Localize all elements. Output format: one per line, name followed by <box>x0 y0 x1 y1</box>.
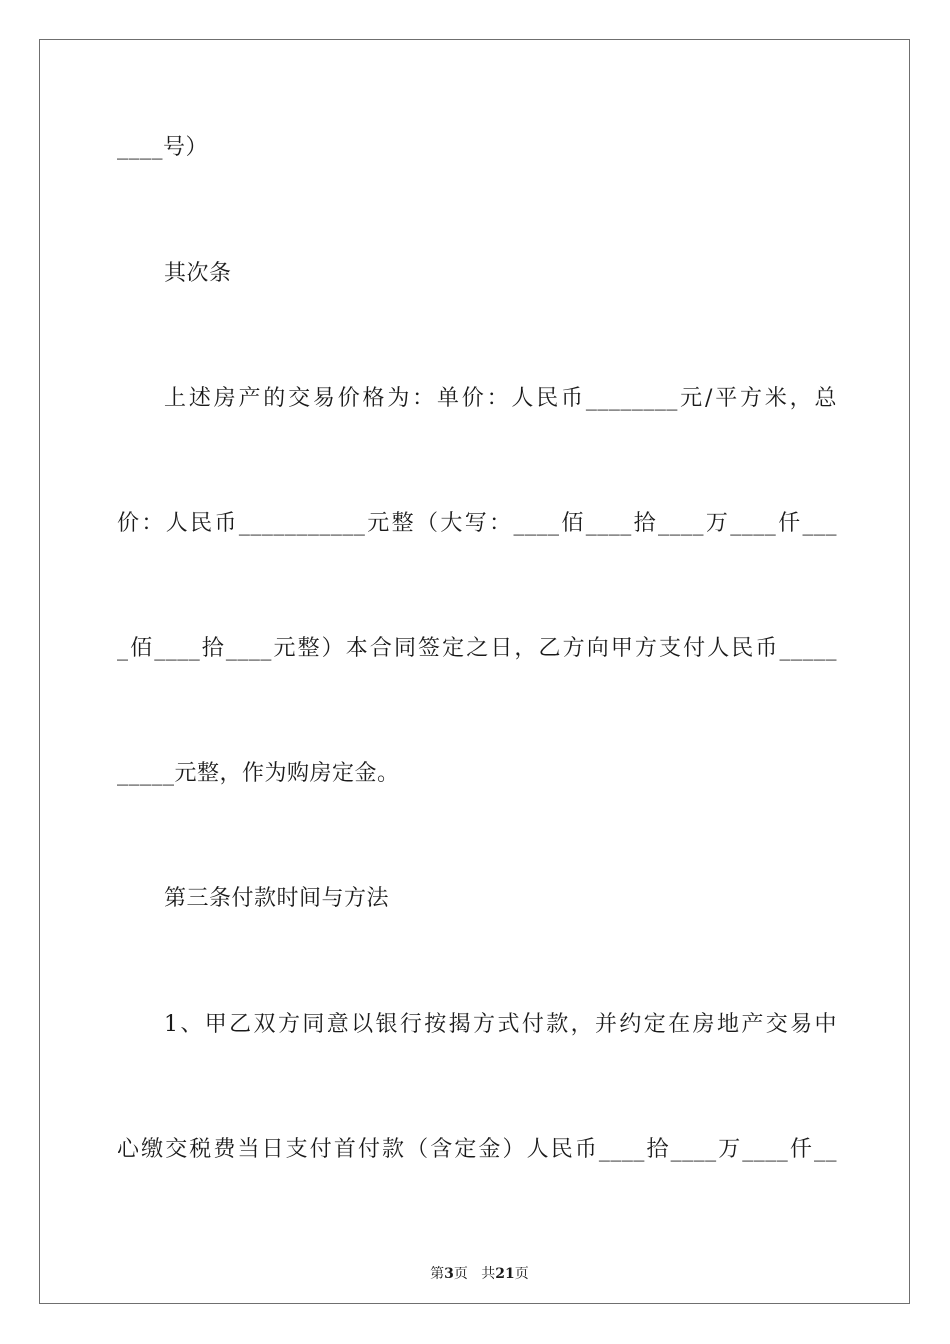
page-number: 3 <box>444 1266 454 1282</box>
page-suffix: 页 <box>453 1266 468 1282</box>
total-prefix: 共 <box>481 1266 496 1282</box>
text-line-payment-1: 1、甲乙双方同意以银行按揭方式付款，并约定在房地产交易中 <box>164 1012 837 1037</box>
total-suffix: 页 <box>514 1266 529 1282</box>
total-pages: 21 <box>495 1266 515 1282</box>
page-border <box>39 39 910 1304</box>
text-line-1: ____号） <box>117 135 209 160</box>
page-prefix: 第 <box>430 1266 445 1282</box>
text-line-deposit-end: _____元整，作为购房定金。 <box>117 761 400 786</box>
text-line-deposit: _佰____拾____元整）本合同签定之日，乙方向甲方支付人民币_____ <box>117 636 837 661</box>
text-line-total-price: 价：人民币___________元整（大写：____佰____拾____万____仟___ <box>117 511 837 536</box>
text-line-price: 上述房产的交易价格为：单价：人民币________元/平方米，总 <box>164 386 837 411</box>
article-heading-second: 其次条 <box>164 261 232 286</box>
article-heading-third: 第三条付款时间与方法 <box>164 886 390 911</box>
text-line-payment-2: 心缴交税费当日支付首付款（含定金）人民币____拾____万____仟__ <box>117 1137 837 1162</box>
page-footer <box>0 1247 950 1283</box>
